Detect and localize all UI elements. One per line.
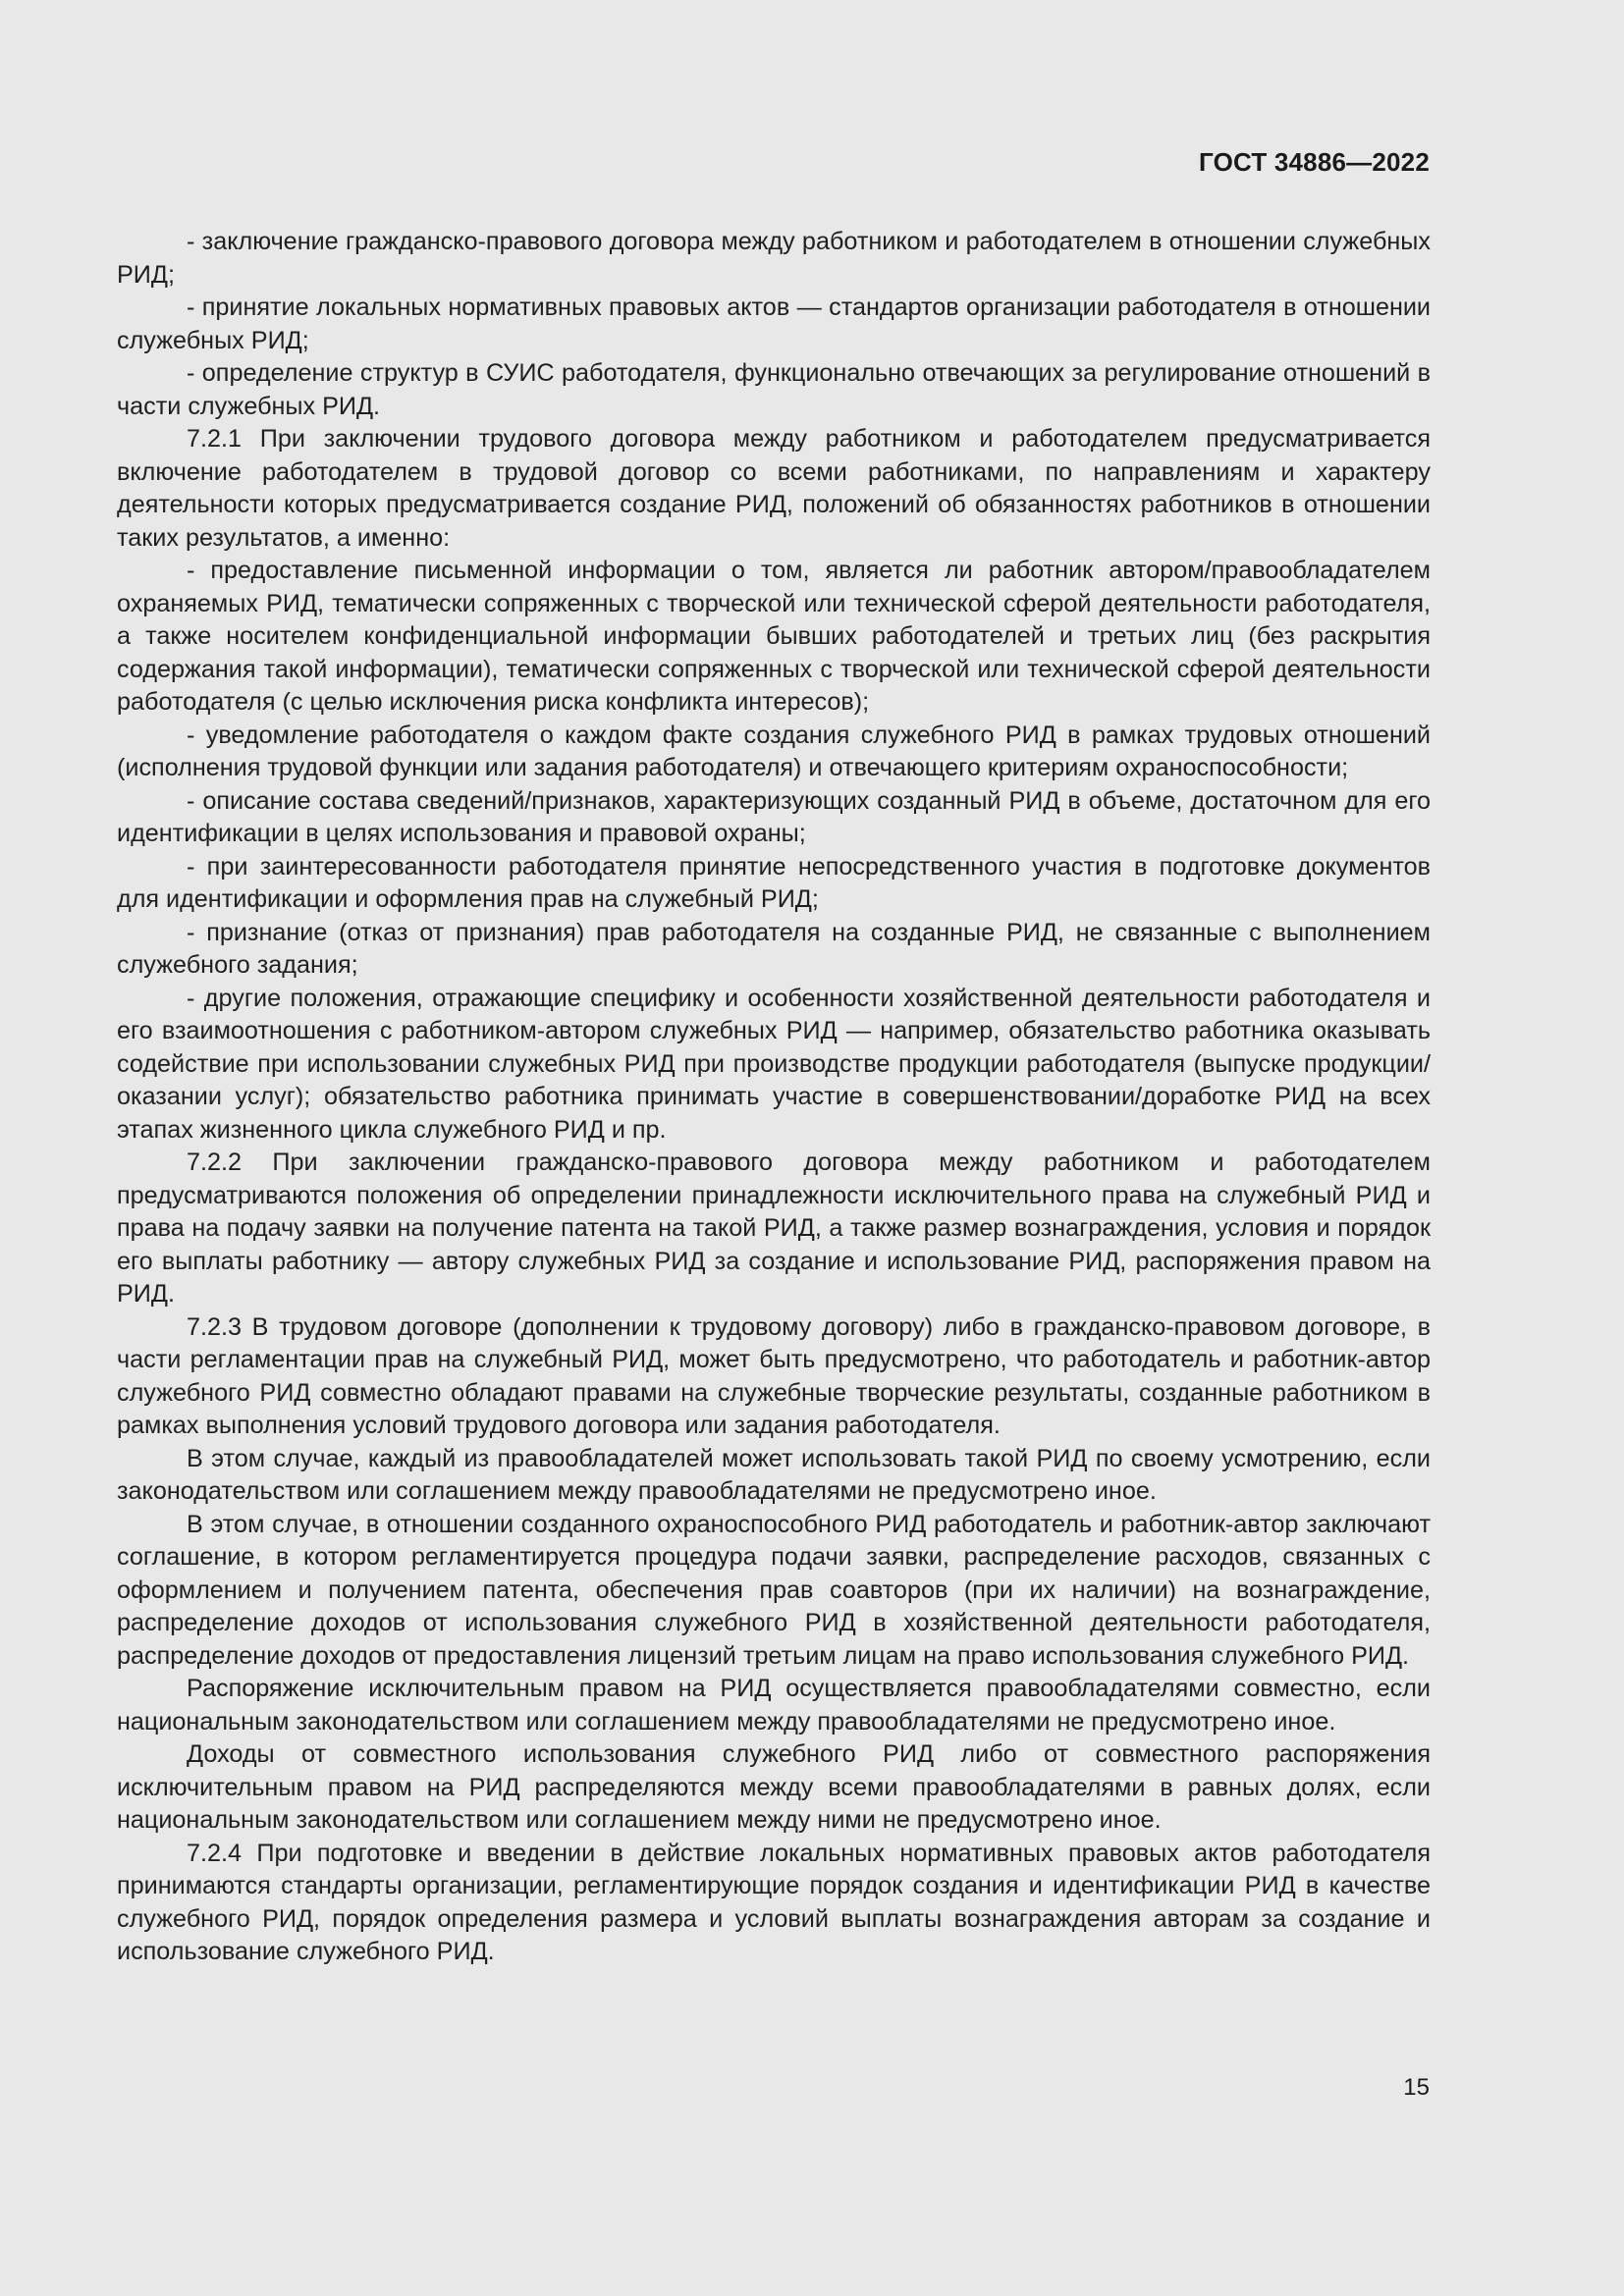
paragraph: 7.2.1 При заключении трудового договора между работником и работодателем предусматривается включение работодателем в трудовой договор со всеми работниками, по направлениям и характеру деятельности которых предусматривается создание РИД, положений об обязанностях работников в отношении таких результатов, а именно: [117, 425, 1431, 552]
paragraph: Распоряжение исключительным правом на РИД осуществляется правообладателями совместно, если национальным законодательством или соглашением между правообладателями не предусмотрено иное. [117, 1675, 1431, 1735]
paragraph: - предоставление письменной информации о том, является ли работник автором/правообладателем охраняемых РИД, тематически сопряженных с творческой или технической сферой деятельности работодателя, а также носителем конфиденциальной информации бывших работодателей и третьих лиц (без раскрытия содержания такой информации), тематически сопряженных с творческой или технической сферой деятельности работодателя (с целью исключения риска конфликта интересов); [117, 557, 1431, 716]
paragraph: - заключение гражданско-правового договора между работником и работодателем в отношении служебных РИД; [117, 228, 1431, 289]
paragraph: Доходы от совместного использования служебного РИД либо от совместного распоряжения исключительным правом на РИД распределяются между всеми правообладателями в равных долях, если национальным законодательством или соглашением между ними не предусмотрено иное. [117, 1740, 1431, 1834]
paragraph: - определение структур в СУИС работодателя, функционально отвечающих за регулирование отношений в части служебных РИД. [117, 359, 1431, 420]
page-number: 15 [1403, 2074, 1430, 2101]
paragraph: 7.2.3 В трудовом договоре (дополнении к трудовому договору) либо в гражданско-правовом договоре, в части регламентации прав на служебный РИД, может быть предусмотрено, что работодатель и работник-автор служебного РИД совместно обладают правами на служебные творческие результаты, созданные работником в рамках выполнения условий трудового договора или задания работодателя. [117, 1312, 1431, 1439]
paragraph: 7.2.2 При заключении гражданско-правового договора между работником и работодателем предусматриваются положения об определении принадлежности исключительного права на служебный РИД и права на подачу заявки на получение патента на такой РИД, а также размер вознаграждения, условия и порядок его выплаты работнику — автору служебных РИД за создание и использование РИД, распоряжения правом на РИД. [117, 1148, 1431, 1308]
paragraph: 7.2.4 При подготовке и введении в действие локальных нормативных правовых актов работодателя принимаются стандарты организации, регламентирующие порядок создания и идентификации РИД в качестве служебного РИД, порядок определения размера и условий выплаты вознаграждения авторам за создание и использование служебного РИД. [117, 1839, 1431, 1965]
paragraph: В этом случае, в отношении созданного охраноспособного РИД работодатель и работник-автор заключают соглашение, в котором регламентируется процедура подачи заявки, распределение расходов, связанных с оформлением и получением патента, обеспечения прав соавторов (при их наличии) на вознаграждение, распределение доходов от использования служебного РИД в хозяйственной деятельности работодателя, распределение доходов от предоставления лицензий третьим лицам на право использования служебного РИД. [117, 1510, 1431, 1670]
paragraph: В этом случае, каждый из правообладателей может использовать такой РИД по своему усмотрению, если законодательством или соглашением между правообладателями не предусмотрено иное. [117, 1444, 1431, 1505]
paragraph: - уведомление работодателя о каждом факте создания служебного РИД в рамках трудовых отношений (исполнения трудовой функции или задания работодателя) и отвечающего критериям охраноспособности; [117, 721, 1431, 781]
document-body [117, 226, 1431, 1969]
paragraph: - признание (отказ от признания) прав работодателя на созданные РИД, не связанные с выполнением служебного задания; [117, 918, 1431, 979]
paragraph: - другие положения, отражающие специфику и особенности хозяйственной деятельности работодателя и его взаимоотношения с работником-автором служебных РИД — например, обязательство работника оказывать содействие при использовании служебных РИД при производстве продукции работодателя (выпуске продукции/оказании услуг); обязательство работника принимать участие в совершенствовании/доработке РИД на всех этапах жизненного цикла служебного РИД и пр. [117, 984, 1431, 1144]
paragraph: - принятие локальных нормативных правовых актов — стандартов организации работодателя в отношении служебных РИД; [117, 294, 1431, 354]
paragraph: - описание состава сведений/признаков, характеризующих созданный РИД в объеме, достаточном для его идентификации в целях использования и правовой охраны; [117, 786, 1431, 847]
paragraph: - при заинтересованности работодателя принятие непосредственного участия в подготовке документов для идентификации и оформления прав на служебный РИД; [117, 852, 1431, 913]
document-header: ГОСТ 34886—2022 [1199, 147, 1430, 177]
